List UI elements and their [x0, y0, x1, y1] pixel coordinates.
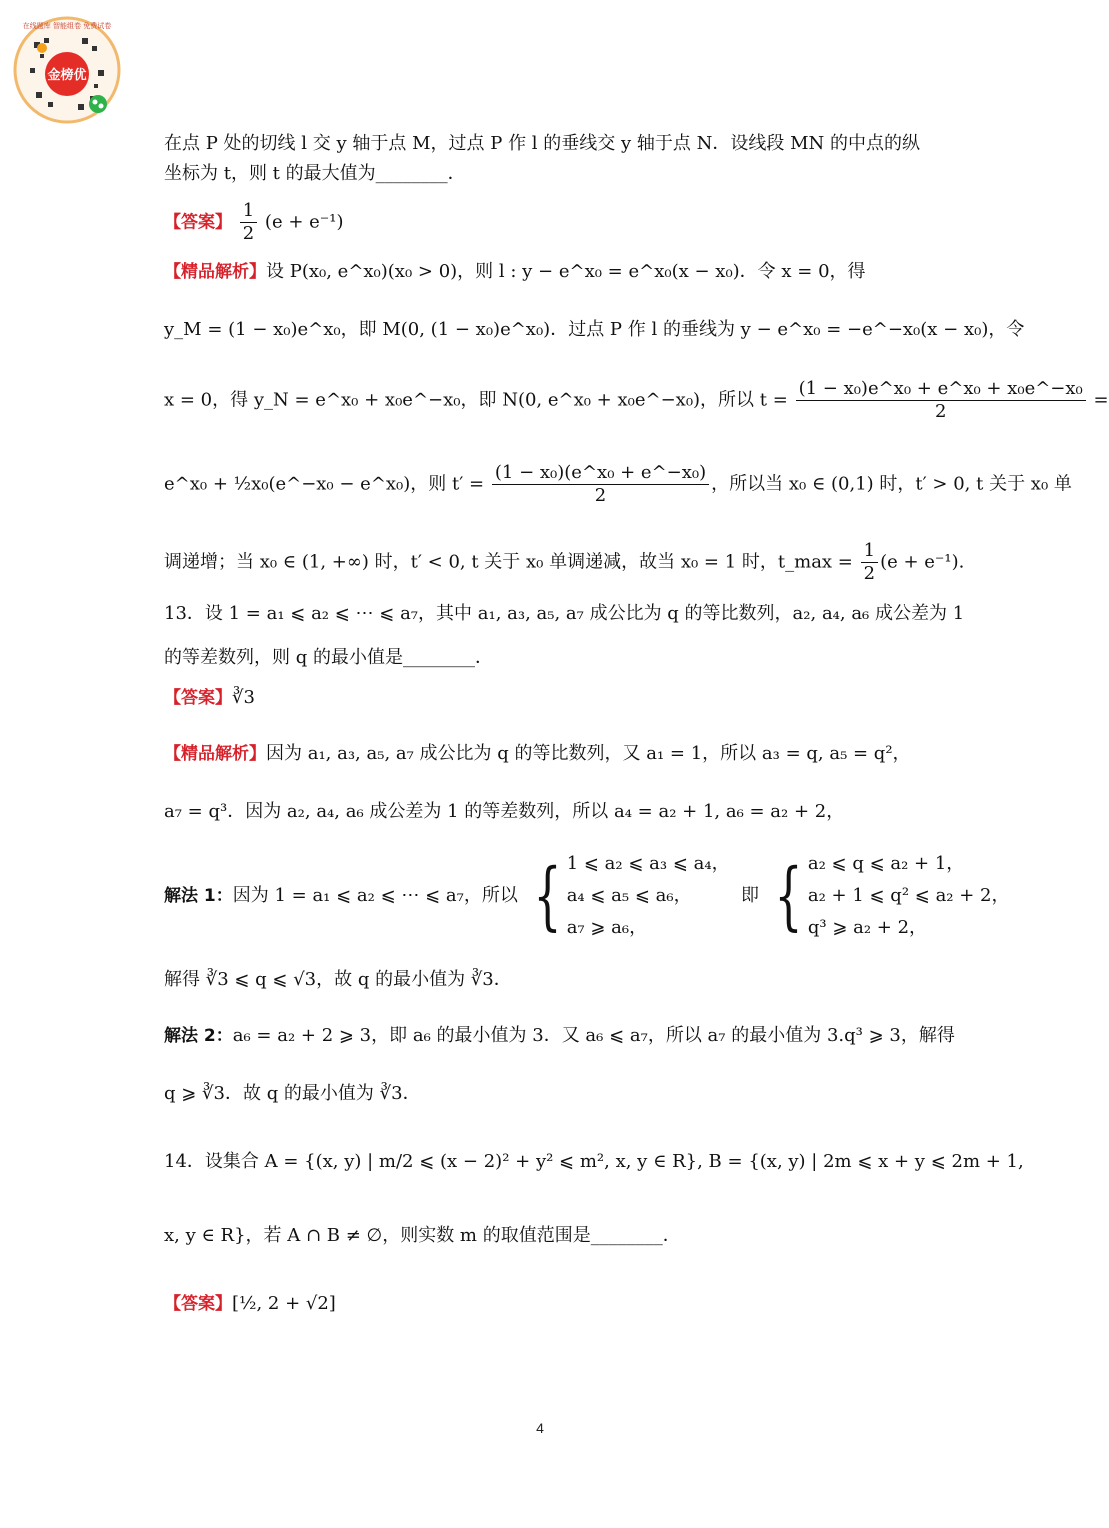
answer-label: 【答案】: [164, 212, 232, 233]
t-fraction: $\frac{\text{(1 − x₀)e\textasciicircum{}x₀ + e\textasciicircum{}x₀ + x₀e\textasciicircum{}−x₀}}{2}$: [796, 378, 1086, 423]
system-2: { a₂ ⩽ q ⩽ a₂ + 1， a₂ + 1 ⩽ q² ⩽ a₂ + 2， q³ ⩾ a₂ + 2，: [774, 853, 1010, 939]
method1-result: 解得 ∛3 ⩽ q ⩽ √3，故 q 的最小值为 ∛3．: [164, 969, 512, 990]
page-number: 4: [536, 1420, 544, 1436]
jinbangyou-logo: [12, 8, 122, 126]
problem13-line2: 的等差数列，则 q 的最小值是________．: [164, 647, 493, 668]
problem14-line2: x, y ∈ R}，若 A ∩ B ≠ ∅，则实数 m 的取值范围是________．: [164, 1225, 681, 1246]
answer12-expr: (e + e⁻¹): [264, 211, 344, 233]
analysis12-line1: 【精品解析】设 P(x₀, e^x₀)(x₀ > 0)，则 l : y − e^x₀ = e^x₀(x − x₀)．令 x = 0，得: [164, 261, 866, 282]
problem13-line1: 13．设 1 = a₁ ⩽ a₂ ⩽ ⋯ ⩽ a₇，其中 a₁, a₃, a₅, a₇ 成公比为 q 的等比数列，a₂, a₄, a₆ 成公差为 1: [164, 603, 965, 624]
analysis13-line1: 【精品解析】因为 a₁, a₃, a₅, a₇ 成公比为 q 的等比数列，又 a₁ = 1，所以 a₃ = q, a₅ = q²，: [164, 743, 911, 764]
logo-text: 金榜优: [47, 68, 87, 83]
analysis12-line5: 调递增；当 x₀ ∈ (1, +∞) 时，t′ < 0, t 关于 x₀ 单调递减，故当 x₀ = 1 时，t_max = $\frac{1}{2}$ (e + e⁻¹).: [164, 540, 965, 584]
answer12: [164, 200, 344, 245]
t-prime-fraction: $\frac{\text{(1 − x₀)(e\textasciicircum{}x₀ + e\textasciicircum{}−x₀)}}{2}$: [492, 462, 709, 507]
method1-label: 解法 1：: [164, 886, 233, 906]
analysis12-line3: x = 0，得 y_N = e^x₀ + x₀e^−x₀，即 N(0, e^x₀ + x₀e^−x₀)，所以 t = $\frac{\text{(1 − x₀)e\textasciicircum{}x₀ + e\textasciicircum{}x₀ + x₀e\textasciicircum{}−x₀}}{2}$ =: [164, 378, 1109, 422]
problem12-text-line1: 在点 P 处的切线 l 交 y 轴于点 M，过点 P 作 l 的垂线交 y 轴于点 N．设线段 MN 的中点的纵: [164, 133, 920, 154]
answer13: 【答案】∛3: [164, 687, 255, 708]
analysis-label: 【精品解析】: [164, 262, 266, 282]
system-1: { 1 ⩽ a₂ ⩽ a₃ ⩽ a₄， a₄ ⩽ a₅ ⩽ a₆， a₇ ⩾ a₆，: [533, 853, 730, 939]
problem14-line1: 14．设集合 A = {(x, y) | m/2 ⩽ (x − 2)² + y² ⩽ m², x, y ∈ R}, B = {(x, y) | 2m ⩽ x + y ⩽ 2m + 1,: [164, 1151, 1024, 1172]
method2-line2: q ⩾ ∛3．故 q 的最小值为 ∛3．: [164, 1083, 421, 1104]
analysis12-line4: e^x₀ + ½x₀(e^−x₀ − e^x₀)，则 t′ = $\frac{\text{(1 − x₀)(e\textasciicircum{}x₀ + e\textasciicircum{}−x₀)}}{2}$ ，所以当 x₀ ∈ (0,1) 时，t′ > 0, t 关于 x₀ 单: [164, 462, 1072, 506]
analysis13-line2: a₇ = q³．因为 a₂, a₄, a₆ 成公差为 1 的等差数列，所以 a₄ = a₂ + 1, a₆ = a₂ + 2，: [164, 801, 845, 822]
method2-line1: 解法 2：a₆ = a₂ + 2 ⩾ 3，即 a₆ 的最小值为 3．又 a₆ ⩽ a₇，所以 a₇ 的最小值为 3.q³ ⩾ 3，解得: [164, 1025, 955, 1046]
answer14: 【答案】[½, 2 + √2]: [164, 1293, 336, 1314]
fraction-half: $\frac{1}{2}$: [240, 200, 257, 245]
analysis12-line2: y_M = (1 − x₀)e^x₀，即 M(0, (1 − x₀)e^x₀)．过点 P 作 l 的垂线为 y − e^x₀ = −e^−x₀(x − x₀)，令: [164, 319, 1025, 340]
problem12-text-line2: 坐标为 t，则 t 的最大值为________．: [164, 163, 466, 184]
method1: 解法 1：因为 1 = a₁ ⩽ a₂ ⩽ ⋯ ⩽ a₇，所以 { 1 ⩽ a₂ ⩽ a₃ ⩽ a₄， a₄ ⩽ a₅ ⩽ a₆， a₇ ⩾ a₆， 即 { a₂ ⩽ q ⩽ a₂ + 1， a₂ + 1 ⩽ q² ⩽ a₂ + 2， q³ ⩾ a₂ + 2，: [164, 848, 1010, 944]
logo-ring-text: 在线题库 智能组卷 免费试卷: [22, 22, 112, 30]
